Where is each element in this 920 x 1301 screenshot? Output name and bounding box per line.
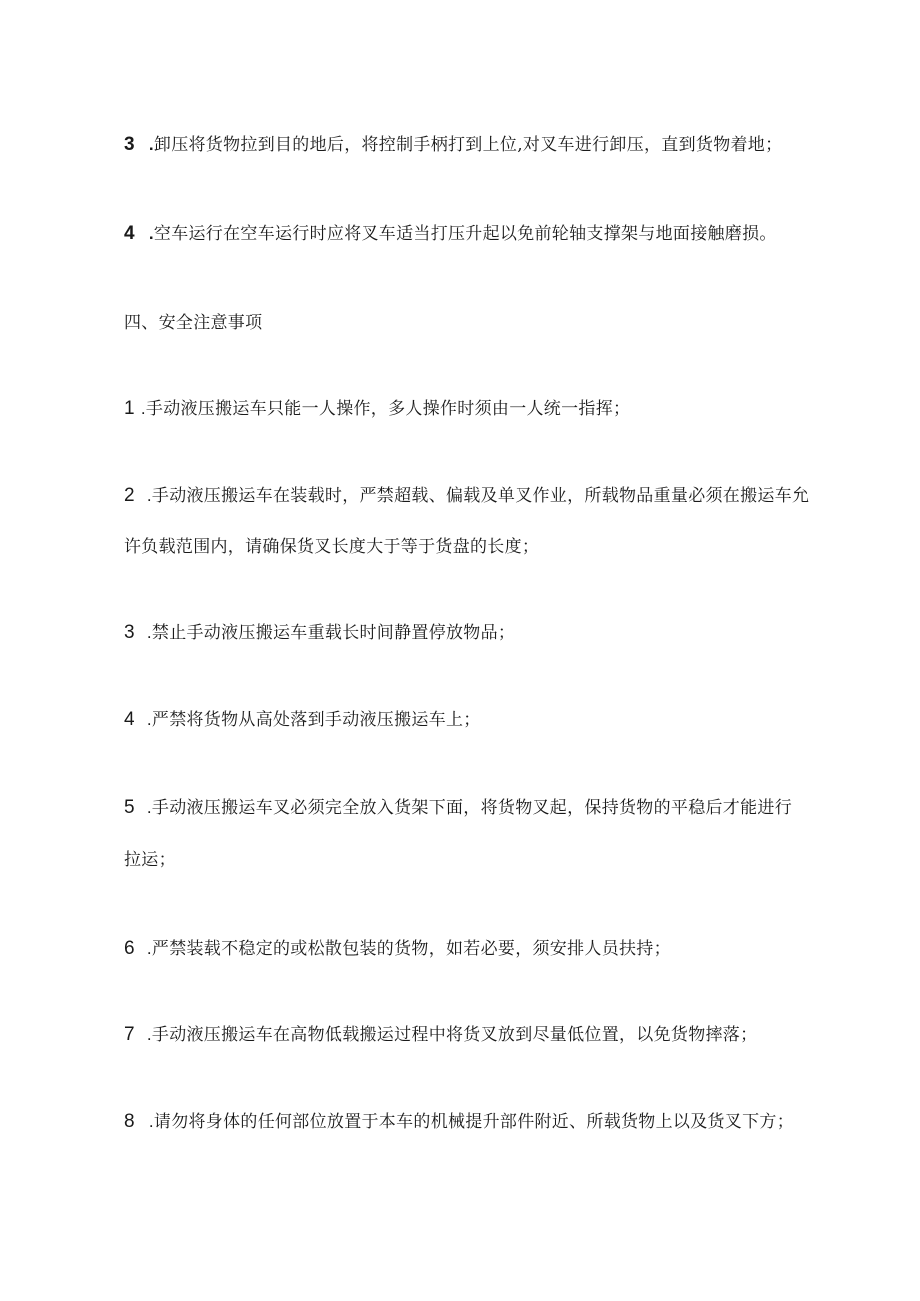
safety-item-5-continuation: 拉运； (124, 850, 176, 870)
item-separator: . (148, 135, 154, 154)
item-number: 8 (124, 1111, 135, 1132)
item-number: 6 (124, 938, 135, 959)
item-number: 4 (124, 223, 135, 244)
item-separator: . (146, 939, 152, 958)
item-text: 禁止手动液压搬运车重载长时间静置停放物品； (151, 623, 516, 643)
safety-item-2 (124, 485, 814, 507)
safety-item-3 (124, 622, 814, 644)
item-text: 空车运行在空车运行时应将叉车适当打压升起以免前轮轴支撑架与地面接触磨损。 (153, 224, 777, 244)
safety-item-2-continuation: 许负载范围内，请确保货叉长度大于等于货盘的长度； (124, 537, 540, 557)
item-text: 手动液压搬运车只能一人操作，多人操作时须由一人统一指挥； (145, 399, 631, 419)
operation-item-4 (124, 223, 814, 245)
item-number: 5 (124, 797, 135, 818)
item-separator: . (148, 224, 154, 243)
operation-item-3 (124, 134, 814, 156)
item-number: 3 (124, 134, 135, 155)
item-number: 1 (124, 398, 135, 419)
item-separator: . (148, 1112, 154, 1131)
item-separator: . (140, 399, 146, 418)
item-number: 3 (124, 622, 135, 643)
safety-item-7 (124, 1024, 814, 1046)
item-number: 7 (124, 1024, 135, 1045)
item-text: 严禁装载不稳定的或松散包装的货物，如若必要，须安排人员扶持； (151, 939, 671, 959)
item-separator: . (146, 1025, 152, 1044)
item-separator: . (146, 486, 152, 505)
safety-item-5 (124, 797, 814, 819)
item-text: 卸压将货物拉到目的地后，将控制手柄打到上位,对叉车进行卸压，直到货物着地； (153, 135, 783, 155)
item-text: 请勿将身体的任何部位放置于本车的机械提升部件附近、所载货物上以及货叉下方； (153, 1112, 795, 1132)
item-separator: . (146, 710, 152, 729)
item-text: 手动液压搬运车在装载时，严禁超载、偏载及单叉作业，所载物品重量必须在搬运车允 (151, 486, 810, 506)
item-text: 严禁将货物从高处落到手动液压搬运车上； (151, 710, 481, 730)
item-text: 手动液压搬运车叉必须完全放入货架下面，将货物叉起，保持货物的平稳后才能进行 (151, 798, 793, 818)
item-separator: . (146, 798, 152, 817)
item-number: 2 (124, 485, 135, 506)
item-separator: . (146, 623, 152, 642)
safety-item-4 (124, 709, 814, 731)
safety-item-1 (124, 398, 814, 420)
item-text: 手动液压搬运车在高物低载搬运过程中将货叉放到尽量低位置，以免货物摔落； (151, 1025, 758, 1045)
safety-item-8 (124, 1111, 814, 1133)
item-number: 4 (124, 709, 135, 730)
safety-item-6 (124, 938, 814, 960)
section-heading: 四、安全注意事项 (124, 313, 263, 333)
